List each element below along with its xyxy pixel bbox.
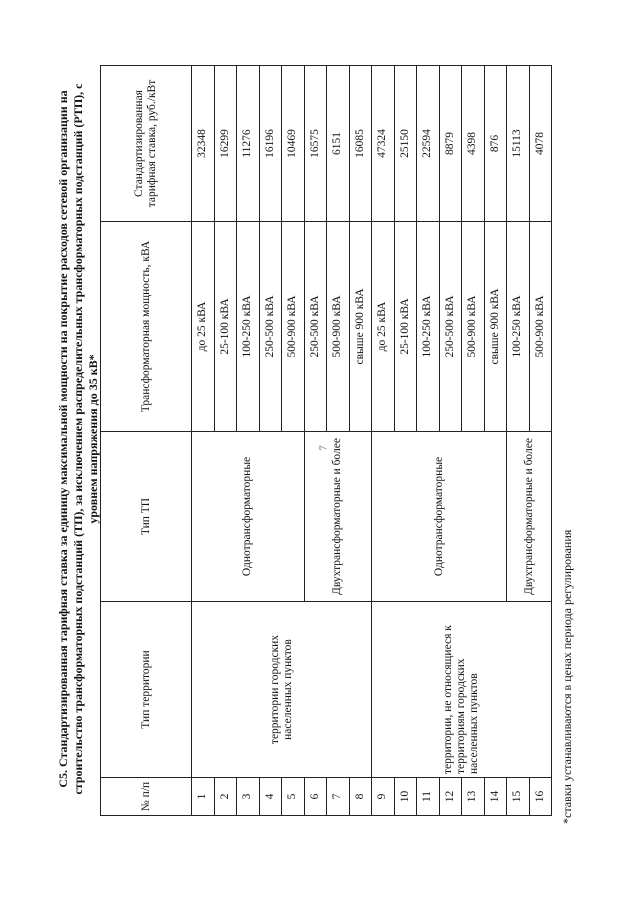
table-header-row <box>101 66 192 816</box>
row-num: 14 <box>484 778 507 816</box>
tp-type-cell: Однотрансформаторные <box>372 432 507 602</box>
row-num: 13 <box>462 778 485 816</box>
power-cell: 250-500 кВА <box>259 222 282 432</box>
rate-cell: 32348 <box>192 66 215 222</box>
power-cell: 25-100 кВА <box>214 222 237 432</box>
rate-cell: 4398 <box>462 66 485 222</box>
rate-cell: 25150 <box>394 66 417 222</box>
rate-cell: 16575 <box>304 66 327 222</box>
rate-cell: 10469 <box>282 66 305 222</box>
territory-cell-nonurban: территории, не относящиеся к территориям городских населенных пунктов <box>372 602 552 778</box>
territory-cell-urban: территории городских населенных пунктов <box>192 602 372 778</box>
rate-cell: 15113 <box>507 66 530 222</box>
power-cell: 100-250 кВА <box>237 222 260 432</box>
page-number: 7 <box>318 445 330 451</box>
rate-cell: 876 <box>484 66 507 222</box>
rate-cell: 4078 <box>529 66 552 222</box>
header-territory: Тип территории <box>101 602 192 778</box>
rate-cell: 22594 <box>417 66 440 222</box>
header-power: Трансформаторная мощность, кВА <box>101 222 192 432</box>
tp-type-cell: Однотрансформаторные <box>192 432 305 602</box>
power-cell: 25-100 кВА <box>394 222 417 432</box>
tp-type-cell: Двухтрансформаторные и более <box>507 432 552 602</box>
rate-cell: 47324 <box>372 66 395 222</box>
power-cell: 500-900 кВА <box>327 222 350 432</box>
power-cell: 100-250 кВА <box>417 222 440 432</box>
row-num: 10 <box>394 778 417 816</box>
row-num: 16 <box>529 778 552 816</box>
row-num: 5 <box>282 778 305 816</box>
document-sheet <box>42 44 597 834</box>
power-cell: свыше 900 кВА <box>349 222 372 432</box>
power-cell: до 25 кВА <box>372 222 395 432</box>
row-num: 11 <box>417 778 440 816</box>
power-cell: до 25 кВА <box>192 222 215 432</box>
rate-cell: 11276 <box>237 66 260 222</box>
header-rate: Стандартизированная тарифная ставка, руб./кВт <box>101 66 192 222</box>
rate-cell: 16196 <box>259 66 282 222</box>
power-cell: 500-900 кВА <box>529 222 552 432</box>
table-row <box>372 66 395 816</box>
rate-cell: 6151 <box>327 66 350 222</box>
row-num: 7 <box>327 778 350 816</box>
header-num: № п/п <box>101 778 192 816</box>
row-num: 9 <box>372 778 395 816</box>
power-cell: свыше 900 кВА <box>484 222 507 432</box>
row-num: 15 <box>507 778 530 816</box>
rate-cell: 8879 <box>439 66 462 222</box>
row-num: 6 <box>304 778 327 816</box>
row-num: 3 <box>237 778 260 816</box>
rate-cell: 16085 <box>349 66 372 222</box>
row-num: 1 <box>192 778 215 816</box>
power-cell: 500-900 кВА <box>282 222 305 432</box>
power-cell: 250-500 кВА <box>304 222 327 432</box>
power-cell: 500-900 кВА <box>462 222 485 432</box>
table-row <box>192 66 215 816</box>
row-num: 12 <box>439 778 462 816</box>
tariff-table <box>100 65 552 816</box>
table-caption: С5. Стандартизированная тарифная ставка за единицу максимальной мощности на покрытие расходов сетевой организации на строительство трансформаторных подстанций (ТП), за исключением распределительных трансформаторных подстанций (РТП), с уровнем напряжения до 35 кВ* <box>56 83 100 795</box>
tp-type-cell: Двухтрансформаторные и более <box>304 432 372 602</box>
header-tp-type: Тип ТП <box>101 432 192 602</box>
row-num: 4 <box>259 778 282 816</box>
row-num: 8 <box>349 778 372 816</box>
footnote: *ставки устанавливаются в ценах периода регулирования <box>560 529 574 824</box>
power-cell: 250-500 кВА <box>439 222 462 432</box>
power-cell: 100-250 кВА <box>507 222 530 432</box>
rate-cell: 16299 <box>214 66 237 222</box>
row-num: 2 <box>214 778 237 816</box>
